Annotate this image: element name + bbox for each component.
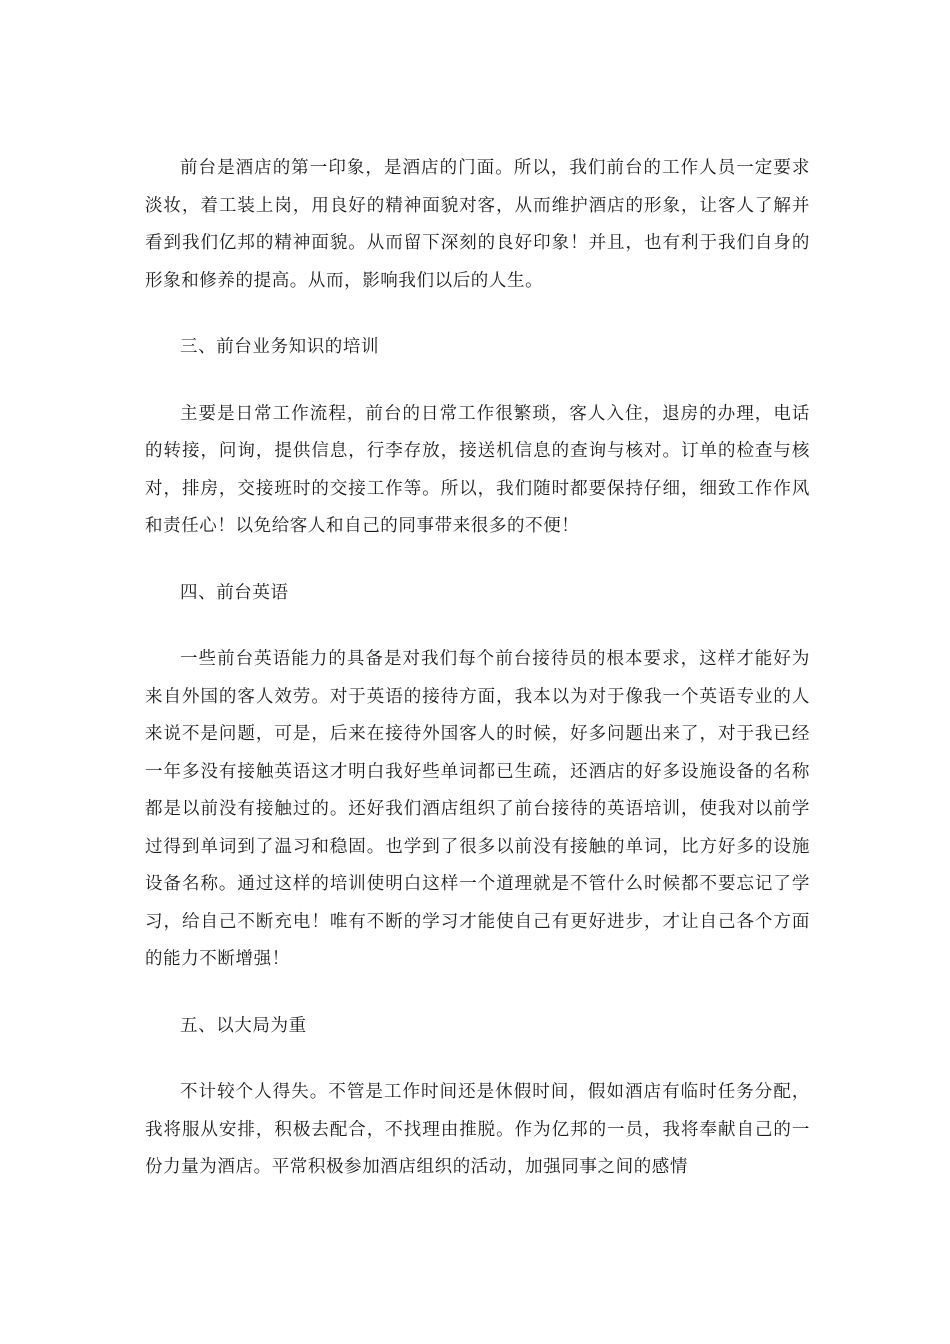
paragraph-personal-gains: 不计较个人得失。不管是工作时间还是休假时间，假如酒店有临时任务分配，我将服从安排，积极去配合，不找理由推脱。作为亿邦的一员，我将奉献自己的一份力量为酒店。平常积极参加酒店组织的活动，加强同事之间的感情 [145, 1082, 810, 1177]
paragraph-front-desk-image: 前台是酒店的第一印象，是酒店的门面。所以，我们前台的工作人员一定要求淡妆，着工装上岗，用良好的精神面貌对客，从而维护酒店的形象，让客人了解并看到我们亿邦的精神面貌。从而留下深刻的良好印象！并且，也有利于我们自身的形象和修养的提高。从而，影响我们以后的人生。 [145, 158, 810, 291]
section-heading-business-training: 三、前台业务知识的培训 [180, 337, 380, 357]
paragraph-english-training: 一些前台英语能力的具备是对我们每个前台接待员的根本要求，这样才能好为来自外国的客人效劳。对于英语的接待方面，我本以为对于像我一个英语专业的人来说不是问题，可是，后来在接待外国客人的时候，好多问题出来了，对于我已经一年多没有接触英语这才明白我好些单词都已生疏，还酒店的好多设施设备的名称都是以前没有接触过的。还好我们酒店组织了前台接待的英语培训，使我对以前学过得到单词到了温习和稳固。也学到了很多以前没有接触的单词，比方好多的设施设备名称。通过这样的培训使明白这样一个道理就是不管什么时候都不要忘记了学习，给自己不断充电！唯有不断的学习才能使自己有更好进步，才让自己各个方面的能力不断增强！ [145, 649, 810, 969]
document-body [145, 150, 810, 1216]
section-heading-big-picture: 五、以大局为重 [180, 1015, 307, 1036]
paragraph-daily-workflow: 主要是日常工作流程，前台的日常工作很繁琐，客人入住，退房的办理，电话的转接，问询，提供信息，行李存放，接送机信息的查询与核对。订单的检查与核对，排房，交接班时的交接工作等。所以，我们随时都要保持仔细，细致工作作风和责任心！以免给客人和自己的同事带来很多的不便！ [145, 403, 810, 536]
section-heading-front-desk-english: 四、前台英语 [180, 582, 289, 603]
